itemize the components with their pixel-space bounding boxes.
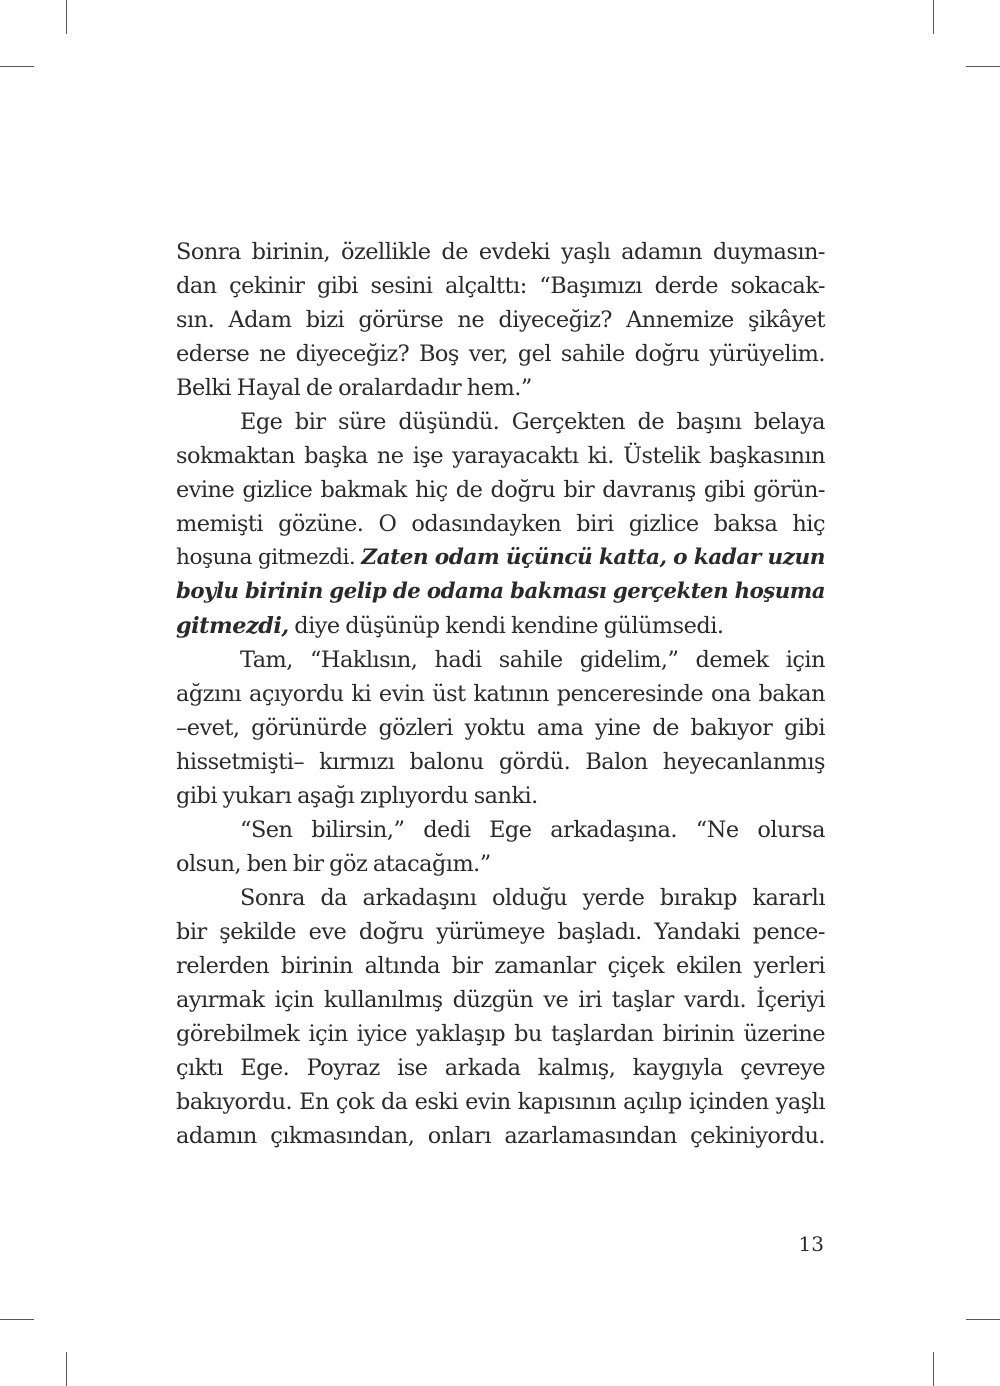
text-line: dan çekinir gibi sesini alçalttı: “Başımızı derde sokacak-	[176, 273, 825, 299]
paragraph	[176, 643, 825, 813]
text-line	[176, 541, 825, 575]
text-line: evine gizlice bakmak hiç de doğru bir davranış gibi görün-	[176, 477, 825, 503]
paragraph	[176, 813, 825, 881]
text-line: adamın çıkmasından, onları azarlamasından çekiniyordu.	[176, 1123, 825, 1149]
text-line: –evet, görünürde gözleri yoktu ama yine de bakıyor gibi	[176, 715, 825, 741]
text-line: ağzını açıyordu ki evin üst katının penceresinde ona bakan	[176, 681, 825, 707]
text-line	[176, 575, 825, 609]
emphasized-text: boylu birinin gelip de odama bakması gerçekten hoşuma	[176, 579, 825, 604]
text-line: hissetmişti– kırmızı balonu gördü. Balon heyecanlanmış	[176, 749, 825, 775]
text-line: sın. Adam bizi görürse ne diyeceğiz? Annemize şikâyet	[176, 307, 825, 333]
emphasized-text: Zaten odam üçüncü katta, o kadar uzun	[361, 545, 825, 570]
body-text	[176, 235, 825, 1153]
text-line	[176, 609, 825, 643]
text-line: olsun, ben bir göz atacağım.”	[176, 851, 491, 877]
crop-mark-left-top	[0, 66, 34, 67]
text-line: relerden birinin altında bir zamanlar çiçek ekilen yerleri	[176, 953, 825, 979]
crop-mark-bottom-left	[66, 1352, 67, 1386]
text-line: “Sen bilirsin,” dedi Ege arkadaşına. “Ne olursa	[240, 817, 825, 843]
crop-mark-bottom-right	[933, 1352, 934, 1386]
crop-mark-right-bottom	[966, 1319, 1000, 1320]
crop-mark-left-bottom	[0, 1319, 34, 1320]
emphasized-text: gitmezdi,	[176, 613, 289, 639]
crop-mark-top-left	[66, 0, 67, 34]
page-number: 13	[798, 1232, 824, 1256]
text-line: memişti gözüne. O odasındayken biri gizlice baksa hiç	[176, 511, 825, 537]
text-line: görebilmek için iyice yaklaşıp bu taşlardan birinin üzerine	[176, 1021, 825, 1047]
text-line: Sonra birinin, özellikle de evdeki yaşlı adamın duymasın-	[176, 239, 825, 265]
text-run: hoşuna gitmezdi.	[176, 545, 362, 570]
text-line: ederse ne diyeceğiz? Boş ver, gel sahile doğru yürüyelim.	[176, 341, 825, 367]
text-line: Sonra da arkadaşını olduğu yerde bırakıp kararlı	[240, 885, 825, 911]
text-line: Belki Hayal de oralardadır hem.”	[176, 375, 532, 401]
text-line: Tam, “Haklısın, hadi sahile gidelim,” demek için	[240, 647, 825, 673]
text-line: ayırmak için kullanılmış düzgün ve iri taşlar vardı. İçeriyi	[176, 987, 825, 1013]
text-line: bakıyordu. En çok da eski evin kapısının açılıp içinden yaşlı	[176, 1089, 825, 1115]
text-line: Ege bir süre düşündü. Gerçekten de başını belaya	[240, 409, 825, 435]
crop-mark-top-right	[933, 0, 934, 34]
crop-mark-right-top	[966, 66, 1000, 67]
text-line: bir şekilde eve doğru yürümeye başladı. Yandaki pence-	[176, 919, 825, 945]
text-line: gibi yukarı aşağı zıplıyordu sanki.	[176, 783, 538, 809]
paragraph	[176, 881, 825, 1153]
text-run: diye düşünüp kendi kendine gülümsedi.	[288, 613, 724, 639]
text-line: sokmaktan başka ne işe yarayacaktı ki. Üstelik başkasının	[176, 443, 825, 469]
paragraph	[176, 405, 825, 643]
text-line: çıktı Ege. Poyraz ise arkada kalmış, kaygıyla çevreye	[176, 1055, 825, 1081]
paragraph	[176, 235, 825, 405]
